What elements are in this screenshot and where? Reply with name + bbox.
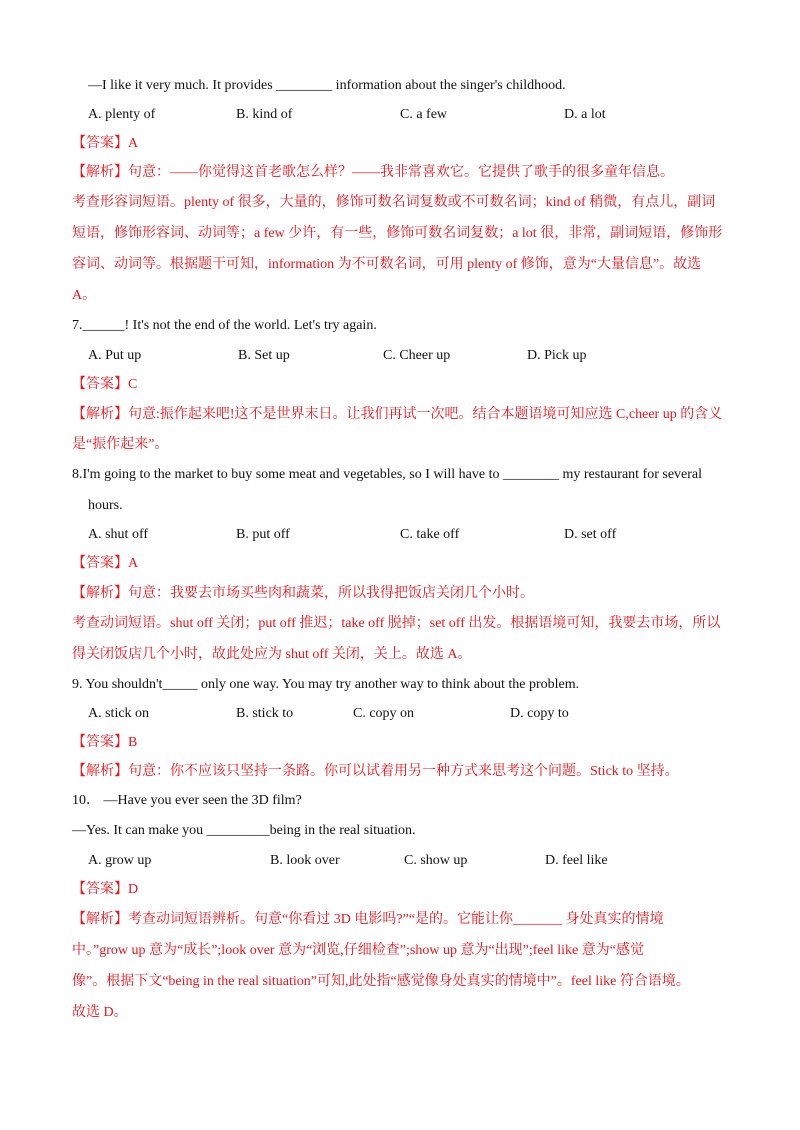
q8-option-a: A. shut off: [88, 527, 149, 542]
q9-analysis-line: 【解析】句意：你不应该只坚持一条路。你可以试着用另一种方式来思考这个问题。Stick to 坚持。: [72, 764, 679, 779]
q8-stem: 8.I'm going to the market to buy some meat and vegetables, so I will have to ________ my restaurant for several: [72, 467, 703, 482]
q7-answer: 【答案】C: [72, 377, 138, 392]
q10-option-d: D. feel like: [545, 853, 608, 868]
q10-analysis-line: 故选 D。: [72, 1005, 128, 1020]
q6-option-a: A. plenty of: [88, 107, 156, 122]
q9-option-c: C. copy on: [353, 706, 415, 721]
q10-option-c: C. show up: [404, 853, 468, 868]
q6-option-d: D. a lot: [564, 107, 606, 122]
q7-option-b: B. Set up: [238, 348, 290, 363]
q7-option-d: D. Pick up: [527, 348, 587, 363]
q8-answer: 【答案】A: [72, 556, 139, 571]
q6-analysis-line: 考查形容词短语。plenty of 很多，大量的，修饰可数名词复数或不可数名词；kind of 稍微，有点儿，副词: [72, 195, 716, 210]
q10-option-b: B. look over: [270, 853, 340, 868]
q6-answer: 【答案】A: [72, 136, 139, 151]
q7-option-a: A. Put up: [88, 348, 142, 363]
q6-analysis-line: A。: [72, 288, 97, 303]
q6-analysis-line: 【解析】句意：——你觉得这首老歌怎么样？——我非常喜欢它。它提供了歌手的很多童年信息。: [72, 165, 674, 180]
q10-stem-reply: —Yes. It can make you _________being in the real situation.: [72, 823, 416, 838]
q8-analysis-line: 考查动词短语。shut off 关闭；put off 推迟；take off 脱掉；set off 出发。根据语境可知，我要去市场，所以: [72, 616, 721, 631]
q6-analysis-line: 短语，修饰形容词、动词等；a few 少许，有一些，修饰可数名词复数；a lot 很，非常，副词短语，修饰形: [72, 226, 723, 241]
q8-analysis-line: 得关闭饭店几个小时，故此处应为 shut off 关闭，关上。故选 A。: [72, 647, 472, 662]
q10-analysis-line: 像”。根据下文“being in the real situation”可知,此处指“感觉像身处真实的情境中”。feel like 符合语境。: [72, 974, 690, 989]
q6-analysis-line: 容词、动词等。根据题干可知，information 为不可数名词，可用 plenty of 修饰，意为“大量信息”。故选: [72, 257, 702, 272]
q8-option-c: C. take off: [400, 527, 460, 542]
q10-stem: 10． —Have you ever seen the 3D film?: [72, 793, 302, 808]
q7-stem: 7.______! It's not the end of the world. Let's try again.: [72, 318, 377, 333]
q6-option-c: C. a few: [400, 107, 448, 122]
q9-stem: 9. You shouldn't_____ only one way. You may try another way to think about the problem.: [72, 677, 580, 692]
q10-analysis-line: 中。”grow up 意为“成长”;look over 意为“浏览,仔细检查”;show up 意为“出现”;feel like 意为“感觉: [72, 943, 644, 958]
q7-option-c: C. Cheer up: [383, 348, 451, 363]
q9-option-b: B. stick to: [236, 706, 294, 721]
q8-analysis-line: 【解析】句意：我要去市场买些肉和蔬菜，所以我得把饭店关闭几个小时。: [72, 586, 534, 601]
q8-option-d: D. set off: [564, 527, 617, 542]
q9-option-a: A. stick on: [88, 706, 150, 721]
q10-answer: 【答案】D: [72, 882, 139, 897]
q6-stem: —I like it very much. It provides ________ information about the singer's childhood.: [88, 78, 566, 93]
q8-stem-continuation: hours.: [88, 498, 123, 513]
q7-analysis-line: 是“振作起来”。: [72, 437, 169, 452]
q10-option-a: A. grow up: [88, 853, 152, 868]
q9-answer: 【答案】B: [72, 735, 138, 750]
q7-analysis-line: 【解析】句意:振作起来吧!这不是世界末日。让我们再试一次吧。结合本题语境可知应选 C,cheer up 的含义: [72, 407, 723, 422]
q9-option-d: D. copy to: [510, 706, 569, 721]
q6-option-b: B. kind of: [236, 107, 293, 122]
q10-analysis-line: 【解析】考查动词短语辨析。句意“你看过 3D 电影吗?”“是的。它能让你_______ 身处真实的情境: [72, 912, 664, 927]
q8-option-b: B. put off: [236, 527, 290, 542]
